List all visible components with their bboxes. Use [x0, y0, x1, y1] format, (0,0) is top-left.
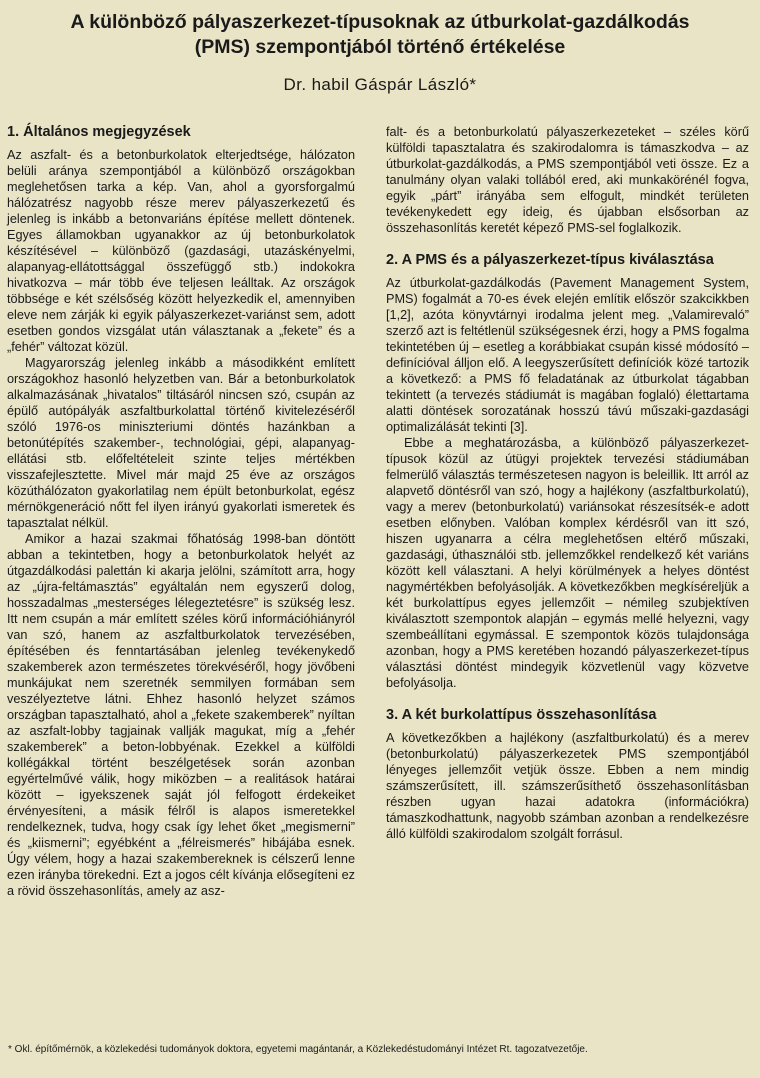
- article-title: [20, 10, 740, 60]
- article-title-line-2: (PMS) szempontjából történő értékelése: [194, 36, 566, 58]
- section-1-paragraph-3: Amikor a hazai szakmai főhatóság 1998-ban döntött abban a tekintetben, hogy a betonburkolatok helyét az útgazdálkodási palettán ki akarja jelölni, számított arra, hogy az „újra-feltámasztás” egyáltalán nem egyszerű dolog, hosszadalmas „mesterséges lélegeztetésre” is szükség lesz. Itt nem csupán a már említett széles körű információhiányról van szó, hanem az aszfaltburkolatok tervezésében, építésében és fenntartásában jelenleg tevékenykedő szakemberek azon természetes törekvéséről, hogy jövőbeni munkájukat nem szeretnék semmilyen formában sem veszélyeztetve látni. Ehhez hasonló helyzet számos országban tapasztalható, ahol a „fekete szakemberek” nyíltan az aszfalt-lobby tagjainak vallják magukat, míg a „fehér szakemberek” a beton-lobbyénak. Ezekkel a külföldi kollégákkal történt beszélgetések során azonban egyértelművé válik, hogy miközben – a realitások határai között – igyekszenek saját jól felfogott érdekeiket érvényesíteni, a másik félről is alapos ismeretekkel rendelkeznek, tudva, hogy csak így lehet őket „megismerni” és „kiismerni”; egyébként a „félreismerés” hibájába esnek. Úgy vélem, hogy a hazai szakembereknek is célszerű lenne ezen irányba törekedni. Ezt a jogos célt kívánja elősegíteni ez a rövid összehasonlítás, amely az asz-: [7, 532, 355, 898]
- right-column: [386, 124, 749, 842]
- section-3-paragraph-1: A következőkben a hajlékony (aszfaltburkolatú) és a merev (betonburkolatú) pályaszerkezetek PMS szempontjából lényeges jellemzőit vetjük össze. Ebben a nem mindig számszerűsített, ill. számszerűsíthető összehasonlításban részben ugyan hazai adatokra (információkra) támaszkodhattunk, nagyobb számban azonban a rendelkezésre álló külföldi szakirodalom szolgált forrásul.: [386, 731, 749, 841]
- section-1-paragraph-2: Magyarország jelenleg inkább a másodikként említett országokhoz hasonló helyzetben van. Bár a betonburkolatok alkalmazásának „hivatalos” tiltásáról nincsen szó, csupán az épülő autópályák aszfaltburkolattal történő kivitelezéséről szóló 1976-os miniszteriumi döntés hazánkban a betonútépítés szakember-, technológiai, gépi, alapanyag-ellátási stb. előfeltételeit szinte teljes mértékben visszafejlesztette. Mivel már majd 25 éve az országos közúthálózaton gyakorlatilag nem épült betonburkolat, egész mérnökgeneráció nőtt fel ilyen irányú gyakorlati ismeretek és tapasztalat nélkül.: [7, 356, 355, 530]
- article-author: Dr. habil Gáspár László*: [283, 75, 477, 94]
- section-1-paragraph-1: Az aszfalt- és a betonburkolatok elterjedtsége, hálózaton belüli aránya szempontjából a különböző országokban meglehetősen tarka a kép. Van, ahol a gyorsforgalmú hálózatrész nagyobb része merev pályaszerkezetű és jelenleg is inkább a betonvariáns építése mellett döntenek. Egyes államokban ugyanakkor az új betonburkolatok készítésével – különböző (gazdasági, utazáskényelmi, alapanyag-ellátottsággal összefüggő stb.) indokokra hivatkozva – már több éve teljesen leálltak. Az országok többsége e két szélsőség között helyezkedik el, amennyiben eleve nem zárják ki egyik pályaszerkezet-variánst sem, adott esetben gondos vizsgálat után választanak a „fekete” és a „fehér” változat közül.: [7, 148, 355, 354]
- article-title-line-1: A különböző pályaszerkezet-típusoknak az útburkolat-gazdálkodás: [70, 11, 690, 33]
- left-column: [7, 124, 355, 899]
- section-2-heading: 2. A PMS és a pályaszerkezet-típus kiválasztása: [386, 252, 714, 268]
- section-2-paragraph-1: Az útburkolat-gazdálkodás (Pavement Management System, PMS) fogalmát a 70-es évek elején említik először szakcikkben [1,2], azóta könyvtárnyi irodalma jelent meg. „Valamirevaló” szerző azt is feltétlenül szükségesnek érzi, hogy a PMS fogalma tekintetében új – esetleg a korábbiakat csupán kissé módosító – definícióval álljon elő. A leegyszerűsített definíciók közé tartozik a következő: a PMS fő feladatának az útburkolat tágabban tekintett (a tervezés stádiumát is magában foglaló) élettartama alatti döntések sorozatának hosszú távú műszaki-gazdasági optimalizálását tekinti [3].: [386, 276, 749, 434]
- section-3-heading: 3. A két burkolattípus összehasonlítása: [386, 707, 657, 723]
- section-1-continuation: falt- és a betonburkolatú pályaszerkezeteket – széles körű külföldi tapasztalatra és szakirodalomra is támaszkodva – az útburkolat-gazdálkodás, a PMS szempontjából veti össze. Ez a tanulmány olyan valaki tollából ered, aki munkakörénél fogva, egyik „párt” irányába sem elfogult, mindkét területen tevékenykedett egy ideig, és újabban elsősorban az összehasonlítás keretét képező PMS-sel foglalkozik.: [386, 125, 749, 235]
- section-1-heading: 1. Általános megjegyzések: [7, 124, 191, 140]
- author-footnote: * Okl. építőmérnök, a közlekedési tudományok doktora, egyetemi magántanár, a Közlekedéstudományi Intézet Rt. tagozatvezetője.: [8, 1044, 588, 1055]
- section-2-paragraph-2: Ebbe a meghatározásba, a különböző pályaszerkezet-típusok közül az útügyi projektek tervezési stádiumában felmerülő választás természetesen nagyon is beleillik. Itt arról az alapvető döntésről van szó, hogy a hajlékony (aszfaltburkolatú), vagy a merev (betonburkolatú) variánsokat részesítsék-e adott esetben előnyben. Valóban komplex kérdésről van itt szó, hiszen ugyanarra a célra meglehetősen eltérő műszaki, gazdasági, úthasználói stb. jellemzőkkel rendelkező két variáns között kell választani. A helyi körülmények a helyes döntést nagymértékben befolyásolják. A következőkben megkíséreljük a két burkolattípus egyes jellemzőit – némileg szubjektíven kiválasztott szempontok alapján – egymás mellé helyezni, vagy szembeállítani egymással. E szempontok közös tulajdonsága azonban, hogy a PMS keretében hozandó pályaszerkezet-típus választási döntést mindegyik közvetlenül vagy közvetve befolyásolja.: [386, 436, 749, 690]
